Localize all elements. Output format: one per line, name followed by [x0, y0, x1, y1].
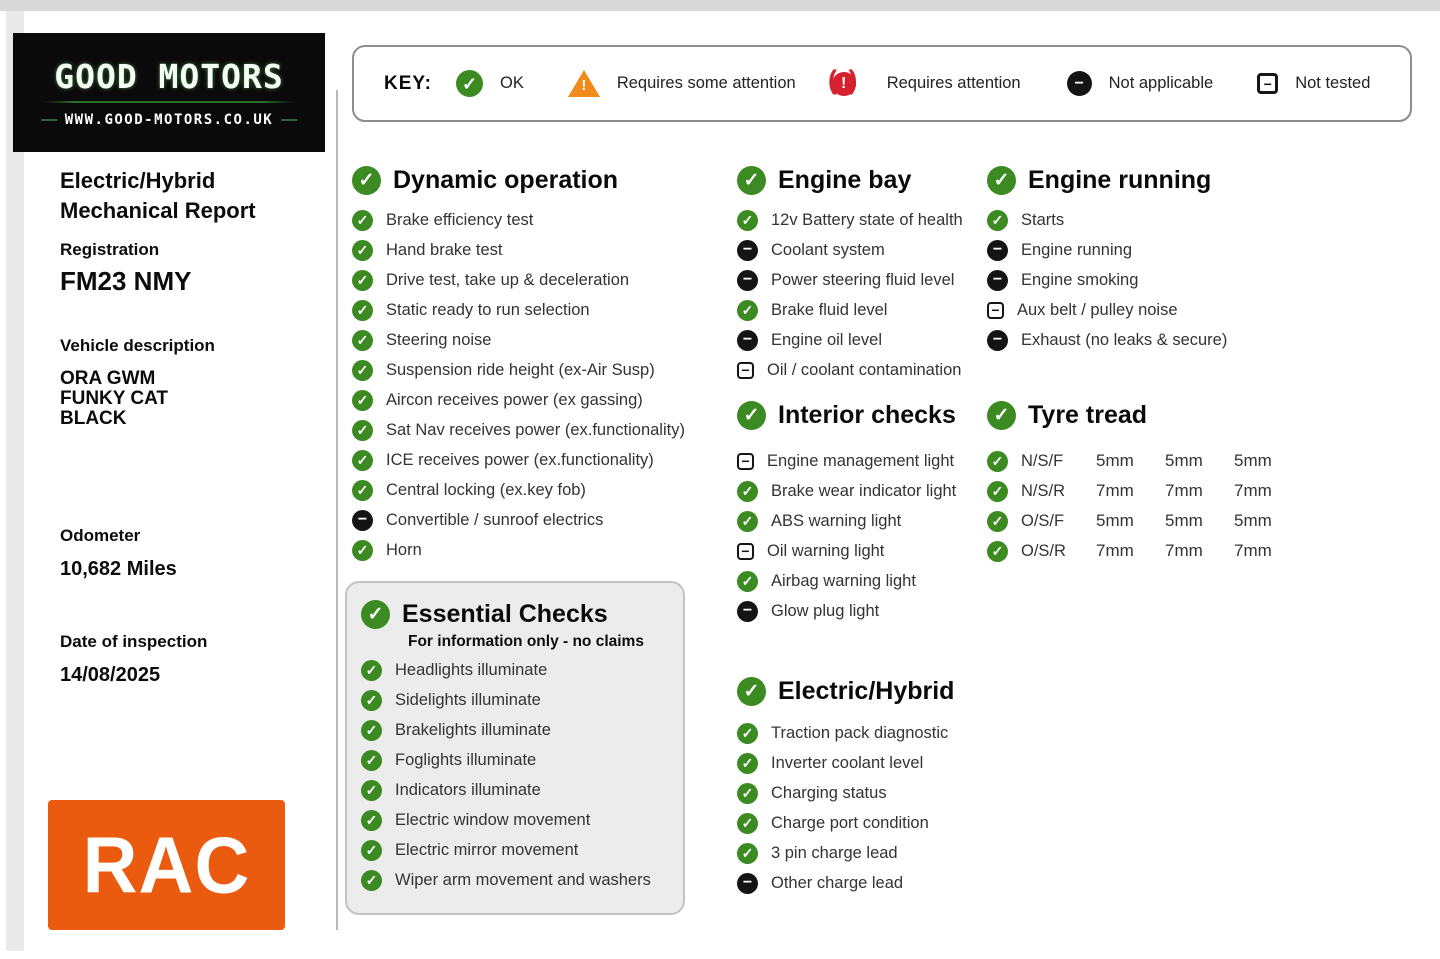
check-icon: [352, 270, 373, 291]
check-item: [737, 868, 954, 898]
registration-label: Registration: [60, 240, 160, 259]
key-legend: [352, 45, 1412, 122]
check-icon: [737, 401, 766, 430]
key-item: [818, 69, 1021, 99]
tread-depth-value: 5mm: [1096, 451, 1134, 470]
check-item-label: Coolant system: [771, 240, 885, 259]
check-item: [352, 385, 685, 415]
check-item-label: Electric window movement: [395, 810, 591, 829]
check-icon: [987, 481, 1008, 502]
check-item: [987, 325, 1227, 355]
check-icon: [361, 750, 382, 771]
check-icon: [987, 451, 1008, 472]
check-item-label: Starts: [1021, 210, 1065, 229]
check-icon: [987, 210, 1008, 231]
check-item: [737, 355, 963, 385]
section-title: Tyre tread: [1028, 400, 1148, 429]
not-applicable-icon: [737, 270, 758, 291]
check-icon: [737, 843, 758, 864]
section-essential-checks: [345, 581, 685, 915]
not-tested-icon: [737, 362, 754, 379]
report-title-line1: Electric/Hybrid: [60, 168, 216, 193]
vehicle-line-colour: BLACK: [60, 408, 127, 429]
check-icon: [361, 870, 382, 891]
check-item: [737, 506, 956, 536]
check-item: [737, 265, 963, 295]
section-electric-hybrid: [737, 674, 954, 898]
logo-dash-right: [281, 119, 297, 121]
check-icon: [361, 780, 382, 801]
section-engine-running: [987, 163, 1227, 355]
vehicle-description-value: [60, 369, 168, 429]
check-icon: [737, 571, 758, 592]
tread-depth-value: 7mm: [1234, 541, 1272, 560]
section-title: Essential Checks: [402, 599, 608, 628]
section-title: Dynamic operation: [393, 165, 619, 194]
check-item: [987, 536, 1290, 566]
check-item-label: Brakelights illuminate: [395, 720, 551, 739]
check-item-label: Oil warning light: [767, 541, 885, 560]
check-icon: [987, 401, 1016, 430]
scan-edge-top: [0, 0, 1440, 11]
check-icon: [352, 450, 373, 471]
check-icon: [352, 480, 373, 501]
check-item-label: Sidelights illuminate: [395, 690, 541, 709]
check-item-label: Foglights illuminate: [395, 750, 537, 769]
dealer-logo-title: GOOD MOTORS: [54, 57, 284, 96]
check-icon: [737, 753, 758, 774]
check-icon: [987, 166, 1016, 195]
check-icon: [987, 511, 1008, 532]
check-icon: [737, 723, 758, 744]
check-item: [987, 295, 1227, 325]
check-item-label: Oil / coolant contamination: [767, 360, 962, 379]
vehicle-description-label: Vehicle description: [60, 336, 215, 355]
check-item-label: Horn: [386, 540, 422, 559]
section-title: Interior checks: [778, 400, 956, 429]
check-item: [361, 835, 683, 865]
check-icon: [352, 540, 373, 561]
section-title: Engine bay: [778, 165, 912, 194]
vehicle-line-model: FUNKY CAT: [60, 388, 169, 409]
check-item: [987, 205, 1227, 235]
check-item: [361, 715, 683, 745]
key-item-label: Requires attention: [886, 74, 1021, 92]
check-list: [352, 205, 685, 565]
not-applicable-icon: [737, 601, 758, 622]
check-item: [737, 295, 963, 325]
column-divider-line: [336, 90, 338, 930]
check-item-label: N/S/R: [1021, 481, 1066, 500]
check-item: [987, 446, 1290, 476]
check-item-label: Brake wear indicator light: [771, 481, 957, 500]
check-item: [987, 235, 1227, 265]
check-item-label: 3 pin charge lead: [771, 843, 898, 862]
section-header: [352, 163, 685, 197]
tread-depth-value: 7mm: [1165, 541, 1203, 560]
check-icon: [737, 166, 766, 195]
section-title: Electric/Hybrid: [778, 676, 955, 705]
tread-depth-value: 7mm: [1165, 481, 1203, 500]
check-icon: [361, 660, 382, 681]
check-item: [737, 808, 954, 838]
check-icon: [737, 210, 758, 231]
registration-value: FM23 NMY: [60, 266, 192, 296]
check-item-label: Central locking (ex.key fob): [386, 480, 586, 499]
check-item: [352, 355, 685, 385]
check-item-label: Charging status: [771, 783, 887, 802]
check-item: [352, 475, 685, 505]
not-tested-icon: [737, 453, 754, 470]
section-tyre-tread: [987, 398, 1290, 566]
not-applicable-icon: [737, 240, 758, 261]
check-item: [987, 265, 1227, 295]
check-item: [737, 596, 956, 626]
check-icon: [352, 210, 373, 231]
not-tested-icon: [1257, 73, 1278, 94]
vehicle-line-make: ORA GWM: [60, 368, 156, 389]
check-item: [352, 265, 685, 295]
key-item-label: Not tested: [1295, 74, 1371, 92]
check-item-label: Brake efficiency test: [386, 210, 534, 229]
check-item: [737, 476, 956, 506]
key-item: [1257, 73, 1370, 94]
check-icon: [352, 420, 373, 441]
check-item-label: Engine running: [1021, 240, 1133, 259]
check-item-label: Headlights illuminate: [395, 660, 548, 679]
check-item-label: Convertible / sunroof electrics: [386, 510, 604, 529]
key-item-label: Requires some attention: [616, 74, 796, 92]
check-list: [737, 718, 954, 898]
check-item-label: Aux belt / pulley noise: [1017, 300, 1178, 319]
check-item-label: Electric mirror movement: [395, 840, 579, 859]
check-icon: [737, 481, 758, 502]
check-item-label: Engine smoking: [1021, 270, 1139, 289]
check-item-label: O/S/F: [1021, 511, 1065, 530]
check-icon: [737, 300, 758, 321]
check-item: [352, 535, 685, 565]
section-subtitle: For information only - no claims: [408, 633, 644, 650]
check-item-label: Hand brake test: [386, 240, 503, 259]
section-header: [361, 597, 683, 631]
check-list: [987, 205, 1227, 355]
alert-circle-icon: [818, 69, 870, 99]
check-item-label: Other charge lead: [771, 873, 904, 892]
check-item-label: N/S/F: [1021, 451, 1064, 470]
check-icon: [352, 330, 373, 351]
section-title: Engine running: [1028, 165, 1212, 194]
report-title-line2: Mechanical Report: [60, 198, 256, 223]
not-applicable-icon: [987, 270, 1008, 291]
check-item: [361, 745, 683, 775]
check-list: [987, 446, 1290, 566]
check-item: [987, 506, 1290, 536]
section-engine-bay: [737, 163, 963, 385]
check-item: [737, 778, 954, 808]
check-list: [737, 205, 963, 385]
check-item-label: Suspension ride height (ex-Air Susp): [386, 360, 655, 379]
check-item-label: Sat Nav receives power (ex.functionality): [386, 420, 685, 439]
check-icon: [352, 166, 381, 195]
tread-depth-value: 5mm: [1096, 511, 1134, 530]
key-item-label: OK: [499, 74, 524, 92]
report-title: [60, 166, 256, 226]
check-item: [352, 325, 685, 355]
key-label: KEY:: [384, 72, 432, 94]
check-icon: [361, 810, 382, 831]
check-item: [352, 205, 685, 235]
check-icon: [352, 300, 373, 321]
check-item-label: 12v Battery state of health: [771, 210, 963, 229]
not-applicable-icon: [352, 510, 373, 531]
check-item: [352, 295, 685, 325]
check-icon: [352, 390, 373, 411]
not-applicable-icon: [1067, 71, 1092, 96]
check-item-label: Drive test, take up & deceleration: [386, 270, 630, 289]
check-list: [737, 446, 956, 626]
not-applicable-icon: [987, 240, 1008, 261]
check-item-label: Steering noise: [386, 330, 492, 349]
check-item-label: Exhaust (no leaks & secure): [1021, 330, 1228, 349]
key-item: [568, 70, 796, 97]
tread-depth-value: 7mm: [1234, 481, 1272, 500]
check-item: [737, 235, 963, 265]
check-item: [737, 566, 956, 596]
check-icon: [352, 360, 373, 381]
not-tested-icon: [987, 302, 1004, 319]
check-item: [352, 445, 685, 475]
ok-icon: [456, 70, 483, 97]
key-item-label: Not applicable: [1108, 74, 1214, 92]
section-header: [737, 674, 954, 708]
rac-logo: [48, 800, 285, 930]
dealer-website: WWW.GOOD-MOTORS.CO.UK: [64, 112, 274, 128]
check-item-label: Inverter coolant level: [771, 753, 924, 772]
check-item: [737, 325, 963, 355]
dealer-logo-url-row: [41, 112, 298, 128]
not-tested-icon: [737, 543, 754, 560]
check-item-label: Airbag warning light: [771, 571, 916, 590]
check-item: [737, 718, 954, 748]
check-item-label: Traction pack diagnostic: [771, 723, 949, 742]
logo-dash-left: [41, 119, 57, 121]
section-header: [987, 398, 1290, 432]
check-item-label: Glow plug light: [771, 601, 880, 620]
odometer-label: Odometer: [60, 526, 141, 545]
check-item: [352, 505, 685, 535]
check-item-label: O/S/R: [1021, 541, 1066, 560]
check-item: [361, 685, 683, 715]
check-item: [737, 838, 954, 868]
inspection-date-label: Date of inspection: [60, 632, 208, 651]
check-item: [737, 748, 954, 778]
section-dynamic-operation: [352, 163, 685, 565]
section-header: [737, 398, 956, 432]
key-item: [1067, 71, 1214, 96]
check-item-label: ABS warning light: [771, 511, 902, 530]
check-icon: [361, 720, 382, 741]
section-header: [737, 163, 963, 197]
check-icon: [737, 511, 758, 532]
check-icon: [987, 541, 1008, 562]
check-item: [352, 235, 685, 265]
check-item-label: Engine management light: [767, 451, 955, 470]
scan-edge-left: [6, 11, 24, 951]
check-item: [361, 805, 683, 835]
check-item: [737, 205, 963, 235]
check-item-label: Power steering fluid level: [771, 270, 955, 289]
rac-logo-text: RAC: [82, 820, 251, 910]
inspection-date-value: 14/08/2025: [60, 664, 161, 686]
dealer-logo: [13, 33, 325, 152]
check-item-label: Wiper arm movement and washers: [395, 870, 651, 889]
tread-depth-value: 5mm: [1165, 511, 1203, 530]
warning-triangle-icon: [568, 70, 600, 97]
check-item-label: Indicators illuminate: [395, 780, 541, 799]
key-item: [456, 70, 524, 97]
tread-depth-value: 7mm: [1096, 481, 1134, 500]
odometer-value: 10,682 Miles: [60, 558, 177, 580]
tread-depth-value: 5mm: [1234, 451, 1272, 470]
check-item: [737, 536, 956, 566]
not-applicable-icon: [987, 330, 1008, 351]
check-item: [987, 476, 1290, 506]
check-icon: [737, 783, 758, 804]
check-item: [361, 655, 683, 685]
check-item: [352, 415, 685, 445]
check-item-label: Aircon receives power (ex gassing): [386, 390, 643, 409]
check-item: [361, 865, 683, 895]
check-icon: [361, 840, 382, 861]
check-item-label: Brake fluid level: [771, 300, 888, 319]
key-items: [432, 69, 1370, 99]
not-applicable-icon: [737, 873, 758, 894]
check-icon: [737, 677, 766, 706]
check-icon: [361, 600, 390, 629]
check-item-label: Charge port condition: [771, 813, 929, 832]
check-icon: [737, 813, 758, 834]
tread-depth-value: 7mm: [1096, 541, 1134, 560]
section-interior-checks: [737, 398, 956, 626]
not-applicable-icon: [737, 330, 758, 351]
check-item-label: Engine oil level: [771, 330, 882, 349]
check-item-label: Static ready to run selection: [386, 300, 590, 319]
check-item-label: ICE receives power (ex.functionality): [386, 450, 654, 469]
logo-divider-line: [44, 101, 294, 103]
check-icon: [361, 690, 382, 711]
check-icon: [352, 240, 373, 261]
section-header: [987, 163, 1227, 197]
check-list: [361, 655, 683, 895]
tread-depth-value: 5mm: [1165, 451, 1203, 470]
check-item: [737, 446, 956, 476]
tread-depth-value: 5mm: [1234, 511, 1272, 530]
check-item: [361, 775, 683, 805]
